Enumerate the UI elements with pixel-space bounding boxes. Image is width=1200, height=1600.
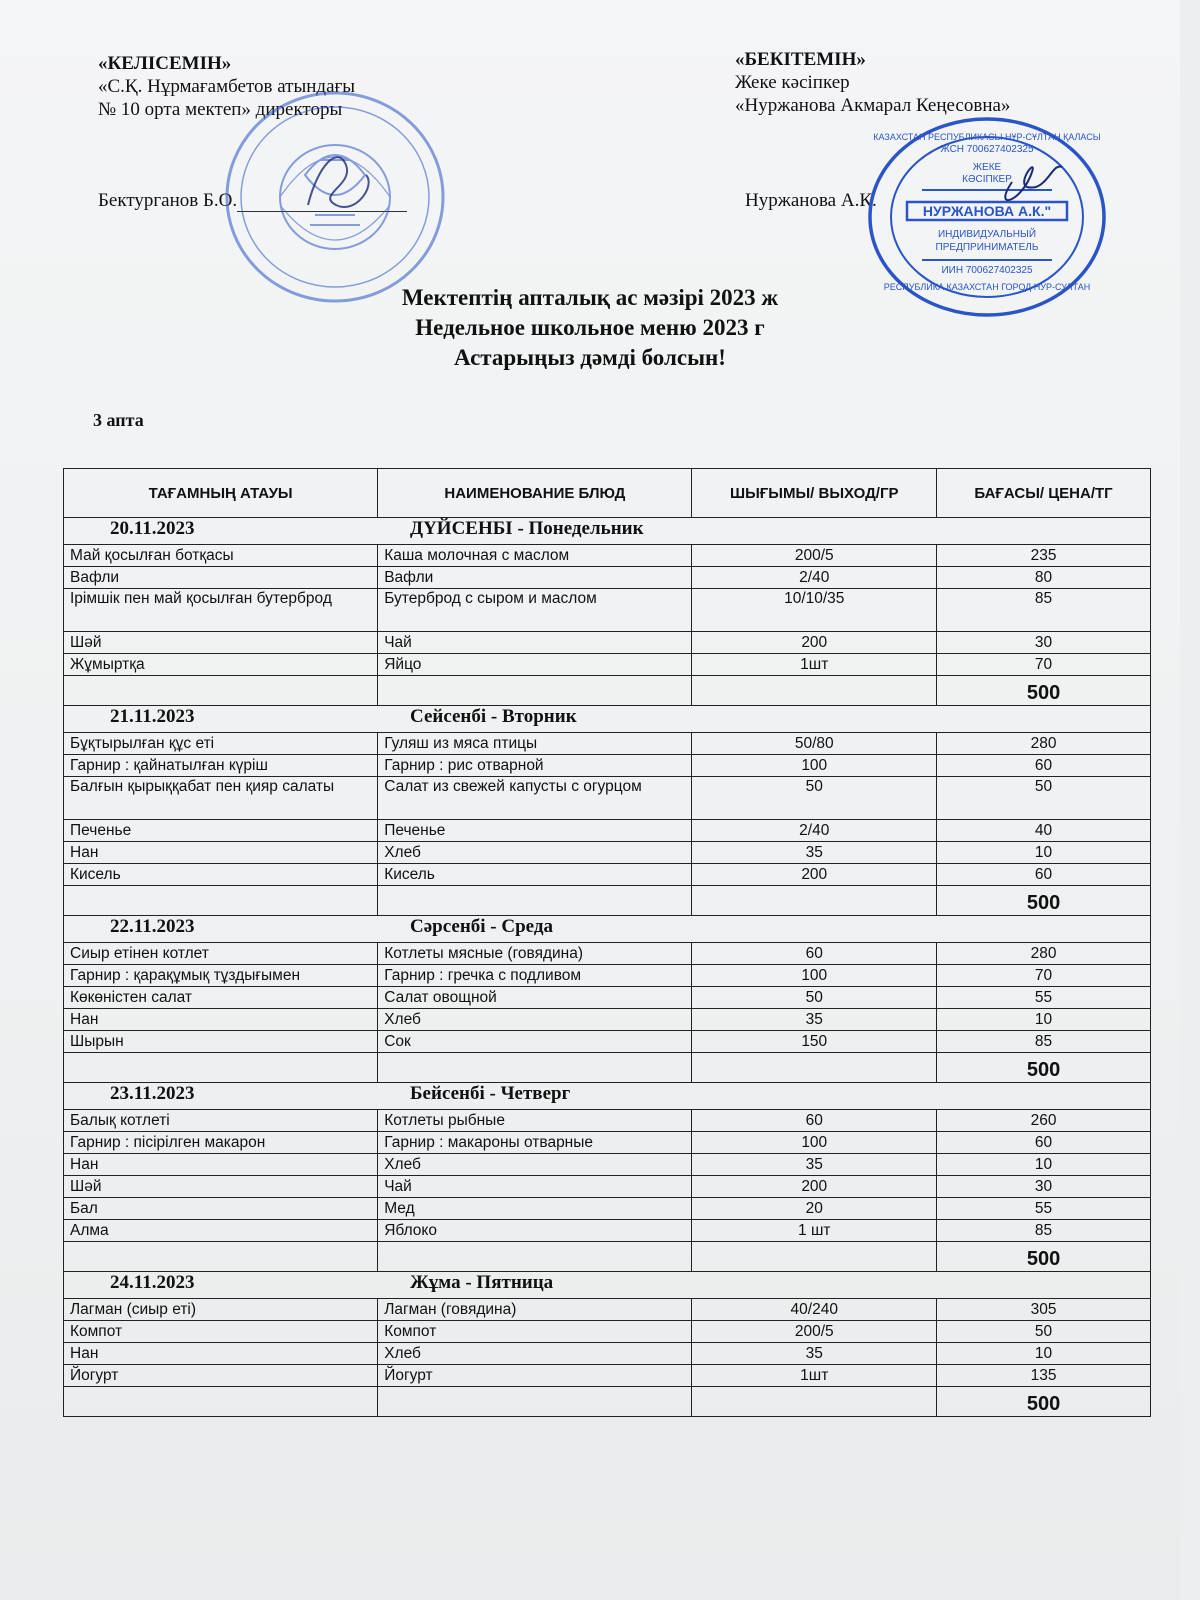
empty-cell [64,1053,378,1083]
stamp-name: НУРЖАНОВА А.К." [922,203,1052,219]
menu-item-row [64,1343,1151,1365]
day-name: ДҮЙСЕНБІ - Понедельник [410,518,644,539]
item-name-kz: Компот [64,1321,378,1343]
empty-cell [692,886,937,916]
menu-item-row [64,755,1151,777]
approval-left-line2: № 10 орта мектеп» директоры [98,99,343,120]
item-name-kz: Бұқтырылған құс еті [64,733,378,755]
empty-cell [378,1387,692,1417]
item-price: 85 [937,1031,1151,1053]
empty-cell [378,676,692,706]
item-yield: 1шт [692,654,937,676]
item-yield: 20 [692,1198,937,1220]
item-yield: 10/10/35 [692,589,937,632]
item-price: 50 [937,1321,1151,1343]
item-yield: 60 [692,1110,937,1132]
menu-title-block [0,283,1180,373]
empty-cell [64,886,378,916]
approval-right-line2: «Нуржанова Акмарал Кеңесовна» [735,95,1011,116]
menu-item-row [64,1198,1151,1220]
item-yield: 60 [692,943,937,965]
item-price: 55 [937,987,1151,1009]
item-yield: 200/5 [692,545,937,567]
item-price: 10 [937,1154,1151,1176]
week-label: 3 апта [93,410,144,430]
day-header-cell [64,706,1151,733]
day-name: Сейсенбі - Вторник [410,706,577,727]
day-total-row [64,1053,1151,1083]
menu-item-row [64,987,1151,1009]
item-name-ru: Лагман (говядина) [378,1299,692,1321]
day-date: 22.11.2023 [110,916,195,937]
item-name-kz: Лагман (сиыр еті) [64,1299,378,1321]
item-price: 135 [937,1365,1151,1387]
item-price: 280 [937,943,1151,965]
day-total-row [64,676,1151,706]
item-name-ru: Каша молочная с маслом [378,545,692,567]
day-total-price: 500 [937,676,1151,706]
item-yield: 50/80 [692,733,937,755]
day-date: 20.11.2023 [110,518,195,539]
item-name-kz: Сиыр етінен котлет [64,943,378,965]
item-name-ru: Котлеты рыбные [378,1110,692,1132]
item-name-ru: Йогурт [378,1365,692,1387]
item-price: 55 [937,1198,1151,1220]
item-yield: 35 [692,842,937,864]
menu-title-ru: Недельное школьное меню 2023 г [415,315,765,340]
empty-cell [378,886,692,916]
item-name-ru: Гарнир : гречка с подливом [378,965,692,987]
item-name-kz: Алма [64,1220,378,1242]
day-header-row [64,518,1151,545]
day-name: Сәрсенбі - Среда [410,916,553,937]
stamp-jsn: ЖСН 700627402325 [940,144,1034,155]
day-total-row [64,1387,1151,1417]
item-price: 260 [937,1110,1151,1132]
day-date: 21.11.2023 [110,706,195,727]
stamp-outer-top: КАЗАХСТАН РЕСПУБЛИКАСЫ НҰР-СҰЛТАН ҚАЛАСЫ [873,132,1101,142]
item-name-kz: Ірімшік пен май қосылған бутерброд [64,589,378,632]
item-price: 60 [937,1132,1151,1154]
item-yield: 200 [692,632,937,654]
item-name-kz: Кисель [64,864,378,886]
menu-table-body [64,518,1151,1417]
item-price: 305 [937,1299,1151,1321]
item-yield: 35 [692,1009,937,1031]
menu-table [63,468,1151,1417]
stamp-line1: ЖЕКЕ [972,162,1002,173]
item-price: 85 [937,1220,1151,1242]
item-price: 80 [937,567,1151,589]
item-name-ru: Печенье [378,820,692,842]
item-yield: 50 [692,987,937,1009]
empty-cell [692,1387,937,1417]
empty-cell [692,676,937,706]
item-name-kz: Шәй [64,632,378,654]
item-name-ru: Мед [378,1198,692,1220]
empty-cell [64,1387,378,1417]
menu-item-row [64,654,1151,676]
item-name-ru: Сок [378,1031,692,1053]
item-yield: 200 [692,864,937,886]
col-header-name-ru: НАИМЕНОВАНИЕ БЛЮД [378,469,692,518]
menu-item-row [64,1220,1151,1242]
item-price: 60 [937,864,1151,886]
empty-cell [692,1242,937,1272]
menu-item-row [64,1321,1151,1343]
stamp-outer-bottom: РЕСПУБЛИКА КАЗАХСТАН ГОРОД НУР-СУЛТАН [883,282,1091,292]
item-price: 70 [937,654,1151,676]
menu-item-row [64,1110,1151,1132]
item-yield: 100 [692,1132,937,1154]
day-total-price: 500 [937,1242,1151,1272]
approval-left-line1: «С.Қ. Нұрмағамбетов атындағы [98,76,356,97]
item-name-ru: Яблоко [378,1220,692,1242]
item-name-ru: Чай [378,632,692,654]
item-name-kz: Нан [64,1154,378,1176]
item-name-kz: Гарнир : қарақұмық тұздығымен [64,965,378,987]
day-total-row [64,886,1151,916]
menu-item-row [64,1299,1151,1321]
item-yield: 100 [692,755,937,777]
item-price: 10 [937,842,1151,864]
item-price: 40 [937,820,1151,842]
item-name-kz: Жұмыртқа [64,654,378,676]
item-yield: 40/240 [692,1299,937,1321]
item-name-ru: Бутерброд с сыром и маслом [378,589,692,632]
menu-item-row [64,567,1151,589]
item-name-kz: Нан [64,1343,378,1365]
item-yield: 35 [692,1343,937,1365]
menu-item-row [64,943,1151,965]
day-total-row [64,1242,1151,1272]
col-header-name-kz: ТАҒАМНЫҢ АТАУЫ [64,469,378,518]
menu-item-row [64,864,1151,886]
item-price: 10 [937,1343,1151,1365]
item-name-ru: Салат из свежей капусты с огурцом [378,777,692,820]
item-name-ru: Компот [378,1321,692,1343]
menu-item-row [64,1176,1151,1198]
left-signer-name: Бектурганов Б.О. [98,190,238,211]
table-header-row [64,469,1151,518]
item-yield: 1 шт [692,1220,937,1242]
menu-item-row [64,1365,1151,1387]
day-header-row [64,1272,1151,1299]
item-name-kz: Вафли [64,567,378,589]
item-name-ru: Хлеб [378,842,692,864]
menu-item-row [64,842,1151,864]
item-price: 10 [937,1009,1151,1031]
item-name-kz: Балық котлеті [64,1110,378,1132]
day-date: 24.11.2023 [110,1272,195,1293]
item-name-kz: Йогурт [64,1365,378,1387]
item-yield: 150 [692,1031,937,1053]
item-yield: 2/40 [692,820,937,842]
menu-item-row [64,965,1151,987]
day-total-price: 500 [937,1387,1151,1417]
school-seal-stamp [220,85,450,310]
menu-item-row [64,1132,1151,1154]
item-price: 235 [937,545,1151,567]
day-header-cell [64,916,1151,943]
menu-item-row [64,733,1151,755]
item-price: 60 [937,755,1151,777]
menu-item-row [64,1154,1151,1176]
menu-title-wish: Астарыңыз дәмді болсын! [454,345,726,370]
item-name-kz: Гарнир : пісірілген макарон [64,1132,378,1154]
day-header-row [64,916,1151,943]
col-header-yield: ШЫҒЫМЫ/ ВЫХОД/ГР [692,469,937,518]
stamp-line3: ИНДИВИДУАЛЬНЫЙ [937,229,1037,240]
item-name-kz: Бал [64,1198,378,1220]
day-header-cell [64,1083,1151,1110]
item-name-ru: Хлеб [378,1154,692,1176]
item-yield: 200 [692,1176,937,1198]
empty-cell [64,676,378,706]
item-name-ru: Хлеб [378,1343,692,1365]
item-yield: 50 [692,777,937,820]
item-yield: 1шт [692,1365,937,1387]
item-name-ru: Хлеб [378,1009,692,1031]
item-name-kz: Нан [64,842,378,864]
menu-title-kz: Мектептің апталық ас мәзірі 2023 ж [401,285,779,310]
item-name-ru: Котлеты мясные (говядина) [378,943,692,965]
day-header-row [64,1083,1151,1110]
day-header-row [64,706,1151,733]
empty-cell [692,1053,937,1083]
approval-right-line1: Жеке кәсіпкер [735,72,850,93]
day-header-cell [64,518,1151,545]
empty-cell [378,1242,692,1272]
approval-left-title: «КЕЛІСЕМІН» [98,53,232,74]
item-name-kz: Май қосылған ботқасы [64,545,378,567]
item-yield: 100 [692,965,937,987]
right-signer-name: Нуржанова А.К. [745,190,877,211]
item-price: 70 [937,965,1151,987]
item-name-ru: Вафли [378,567,692,589]
item-name-ru: Чай [378,1176,692,1198]
menu-item-row [64,820,1151,842]
item-name-ru: Яйцо [378,654,692,676]
item-name-ru: Кисель [378,864,692,886]
item-name-ru: Гарнир : рис отварной [378,755,692,777]
item-name-kz: Гарнир : қайнатылған күріш [64,755,378,777]
item-name-kz: Көкөністен салат [64,987,378,1009]
approval-right-block [735,48,1010,117]
item-yield: 2/40 [692,567,937,589]
day-header-cell [64,1272,1151,1299]
col-header-price: БАҒАСЫ/ ЦЕНА/ТГ [937,469,1151,518]
menu-item-row [64,589,1151,632]
stamp-line2: КӘСІПКЕР [962,174,1012,185]
item-price: 30 [937,1176,1151,1198]
empty-cell [378,1053,692,1083]
menu-item-row [64,632,1151,654]
menu-item-row [64,545,1151,567]
day-name: Жұма - Пятница [410,1272,554,1293]
stamp-iin: ИИН 700627402325 [941,265,1033,276]
item-name-ru: Гарнир : макароны отварные [378,1132,692,1154]
item-yield: 200/5 [692,1321,937,1343]
stamp-line4: ПРЕДПРИНИМАТЕЛЬ [935,242,1039,253]
item-price: 50 [937,777,1151,820]
item-price: 30 [937,632,1151,654]
menu-item-row [64,777,1151,820]
day-total-price: 500 [937,886,1151,916]
item-name-kz: Нан [64,1009,378,1031]
item-name-ru: Салат овощной [378,987,692,1009]
empty-cell [64,1242,378,1272]
menu-item-row [64,1031,1151,1053]
approval-right-title: «БЕКІТЕМІН» [735,49,866,70]
item-name-kz: Балғын қырыққабат пен қияр салаты [64,777,378,820]
day-name: Бейсенбі - Четверг [410,1083,571,1104]
day-date: 23.11.2023 [110,1083,195,1104]
item-name-kz: Шәй [64,1176,378,1198]
item-price: 280 [937,733,1151,755]
item-name-ru: Гуляш из мяса птицы [378,733,692,755]
item-name-kz: Шырын [64,1031,378,1053]
item-yield: 35 [692,1154,937,1176]
item-name-kz: Печенье [64,820,378,842]
item-price: 85 [937,589,1151,632]
menu-item-row [64,1009,1151,1031]
day-total-price: 500 [937,1053,1151,1083]
